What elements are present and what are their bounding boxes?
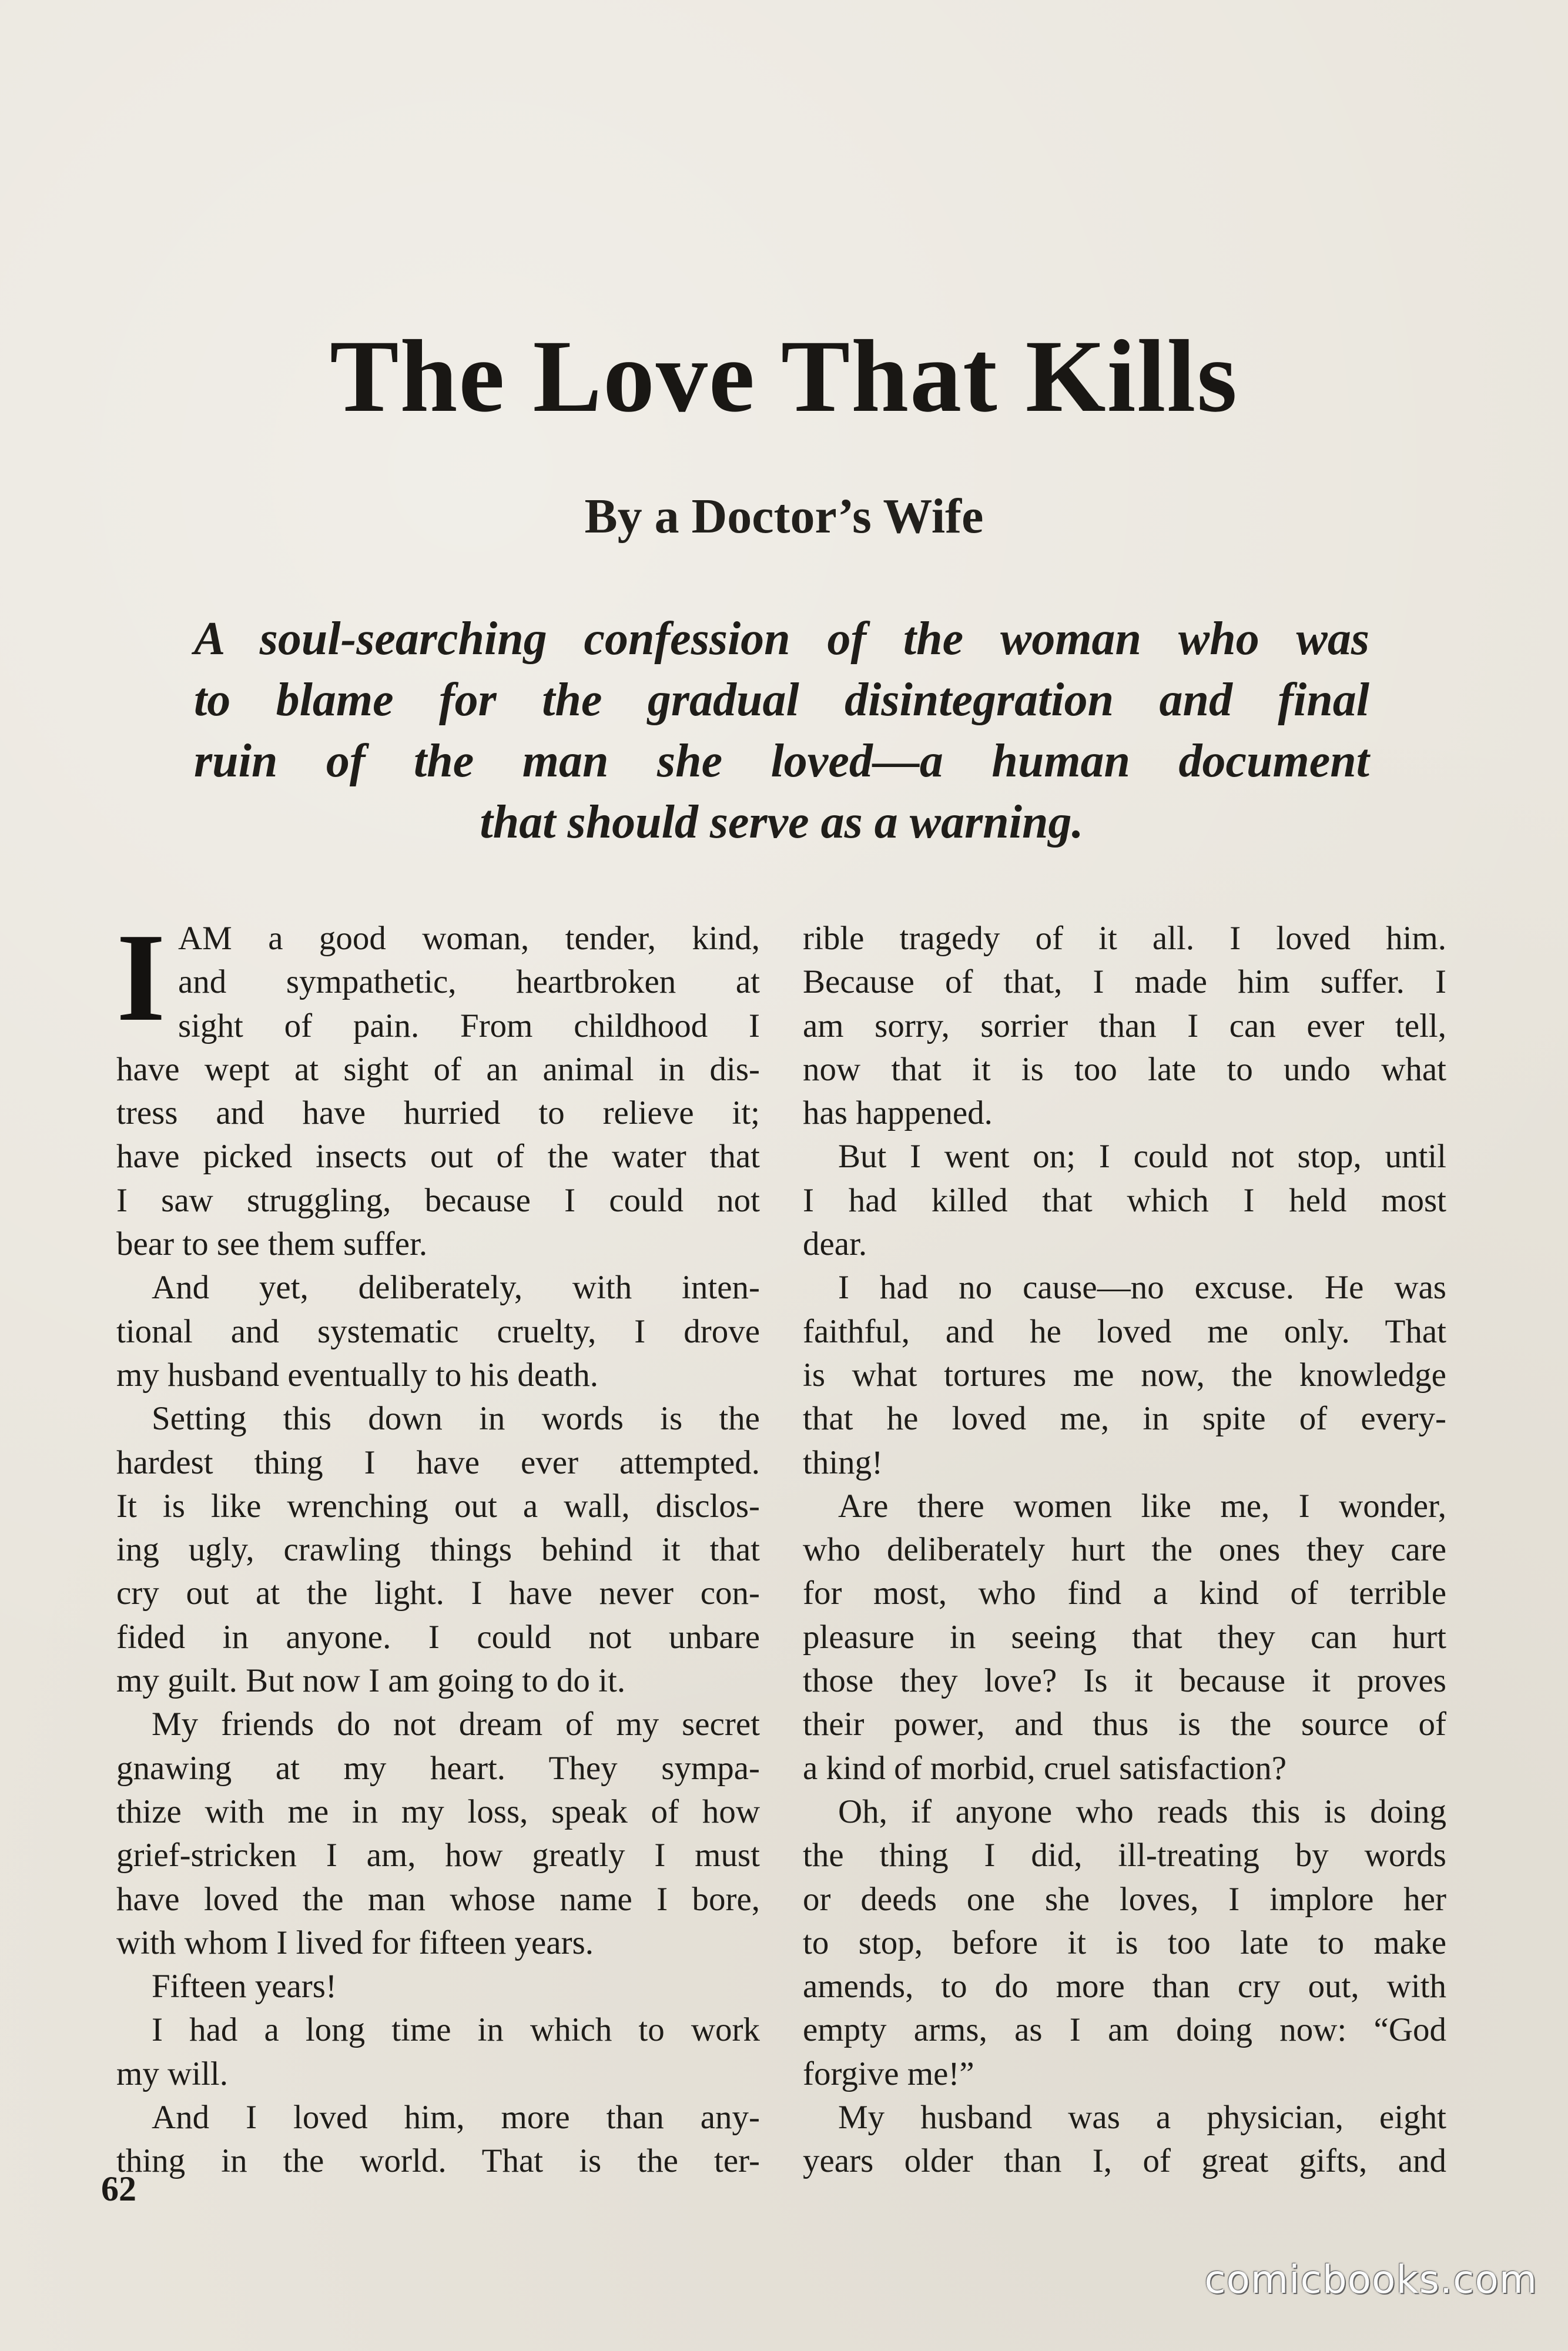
text-line: my will.	[116, 2055, 229, 2092]
text-line: their power, and thus is the source of	[803, 1706, 1446, 1743]
text-line: My friends do not dream of my secret	[152, 1706, 760, 1743]
text-line: for most, who find a kind of terrible	[803, 1575, 1446, 1612]
text-line: thize with me in my loss, speak of how	[116, 1793, 760, 1830]
text-line: or deeds one she loves, I implore her	[803, 1880, 1446, 1918]
text-line: forgive me!”	[803, 2055, 974, 2092]
deck-line: A soul-searching confession of the woman who was	[194, 613, 1369, 665]
text-line: I had no cause—no excuse. He was	[838, 1269, 1446, 1307]
text-line: have picked insects out of the water that	[116, 1138, 760, 1176]
text-line: have loved the man whose name I bore,	[116, 1880, 760, 1918]
text-line: I saw struggling, because I could not	[116, 1181, 760, 1219]
text-line: ing ugly, crawling things behind it that	[116, 1531, 760, 1569]
deck-line: to blame for the gradual disintegration and final	[194, 674, 1369, 726]
text-line: amends, to do more than cry out, with	[803, 1968, 1446, 2005]
text-line: my husband eventually to his death.	[116, 1356, 599, 1394]
watermark: comicbooks.com	[1204, 2257, 1537, 2302]
text-line: dear.	[803, 1225, 867, 1263]
text-line: sight of pain. From childhood I	[178, 1007, 760, 1044]
text-line: Oh, if anyone who reads this is doing	[838, 1793, 1446, 1830]
deck-line: ruin of the man she loved—a human document	[194, 735, 1369, 787]
text-line: who deliberately hurt the ones they care	[803, 1531, 1446, 1569]
text-line: has happened.	[803, 1094, 993, 1132]
text-line: empty arms, as I am doing now: “God	[803, 2011, 1446, 2049]
text-line: now that it is too late to undo what	[803, 1050, 1446, 1088]
text-line: gnawing at my heart. They sympa-	[116, 1749, 760, 1787]
text-line: with whom I lived for fifteen years.	[116, 1924, 594, 1961]
text-line: AM a good woman, tender, kind,	[178, 920, 760, 957]
text-line: that he loved me, in spite of every-	[803, 1400, 1446, 1438]
article-deck	[194, 608, 1369, 853]
text-line: a kind of morbid, cruel satisfaction?	[803, 1749, 1287, 1787]
text-line: my guilt. But now I am going to do it.	[116, 1662, 626, 1700]
text-line: grief-stricken I am, how greatly I must	[116, 1837, 760, 1874]
text-line: Setting this down in words is the	[152, 1400, 760, 1438]
text-line: thing in the world. That is the ter-	[116, 2142, 760, 2180]
text-line: And I loved him, more than any-	[152, 2099, 760, 2136]
article-title: The Love That Kills	[330, 319, 1238, 434]
text-line: is what tortures me now, the knowledge	[803, 1356, 1446, 1394]
text-line: My husband was a physician, eight	[838, 2099, 1446, 2136]
text-line: Fifteen years!	[152, 1968, 337, 2005]
text-line: faithful, and he loved me only. That	[803, 1312, 1446, 1350]
text-line: fided in anyone. I could not unbare	[116, 1618, 760, 1656]
text-line: have wept at sight of an animal in dis-	[116, 1050, 760, 1088]
text-line: to stop, before it is too late to make	[803, 1924, 1446, 1961]
body-column-right	[803, 917, 1446, 2183]
text-line: cry out at the light. I have never con-	[116, 1575, 760, 1612]
text-line: bear to see them suffer.	[116, 1225, 428, 1263]
text-line: those they love? Is it because it proves	[803, 1662, 1446, 1700]
text-line: It is like wrenching out a wall, disclos-	[116, 1487, 760, 1525]
text-line: I had killed that which I held most	[803, 1181, 1446, 1219]
text-line: tional and systematic cruelty, I drove	[116, 1312, 760, 1350]
text-line: the thing I did, ill-treating by words	[803, 1837, 1446, 1874]
deck-line: that should serve as a warning.	[480, 796, 1084, 848]
body-column-left	[116, 907, 760, 2183]
text-line: And yet, deliberately, with inten-	[152, 1269, 760, 1307]
text-line: I had a long time in which to work	[152, 2011, 760, 2049]
page-number: 62	[101, 2169, 136, 2208]
text-line: am sorry, sorrier than I can ever tell,	[803, 1007, 1446, 1044]
drop-cap: I	[116, 907, 166, 1047]
text-line: rible tragedy of it all. I loved him.	[803, 920, 1446, 957]
text-line: hardest thing I have ever attempted.	[116, 1444, 760, 1481]
article-byline: By a Doctor’s Wife	[584, 489, 984, 544]
text-line: But I went on; I could not stop, until	[838, 1138, 1446, 1176]
text-line: thing!	[803, 1444, 883, 1481]
text-line: tress and have hurried to relieve it;	[116, 1094, 760, 1132]
text-line: Because of that, I made him suffer. I	[803, 963, 1446, 1001]
text-line: years older than I, of great gifts, and	[803, 2142, 1446, 2180]
text-line: and sympathetic, heartbroken at	[178, 963, 760, 1001]
text-line: pleasure in seeing that they can hurt	[803, 1618, 1446, 1656]
text-line: Are there women like me, I wonder,	[838, 1487, 1446, 1525]
